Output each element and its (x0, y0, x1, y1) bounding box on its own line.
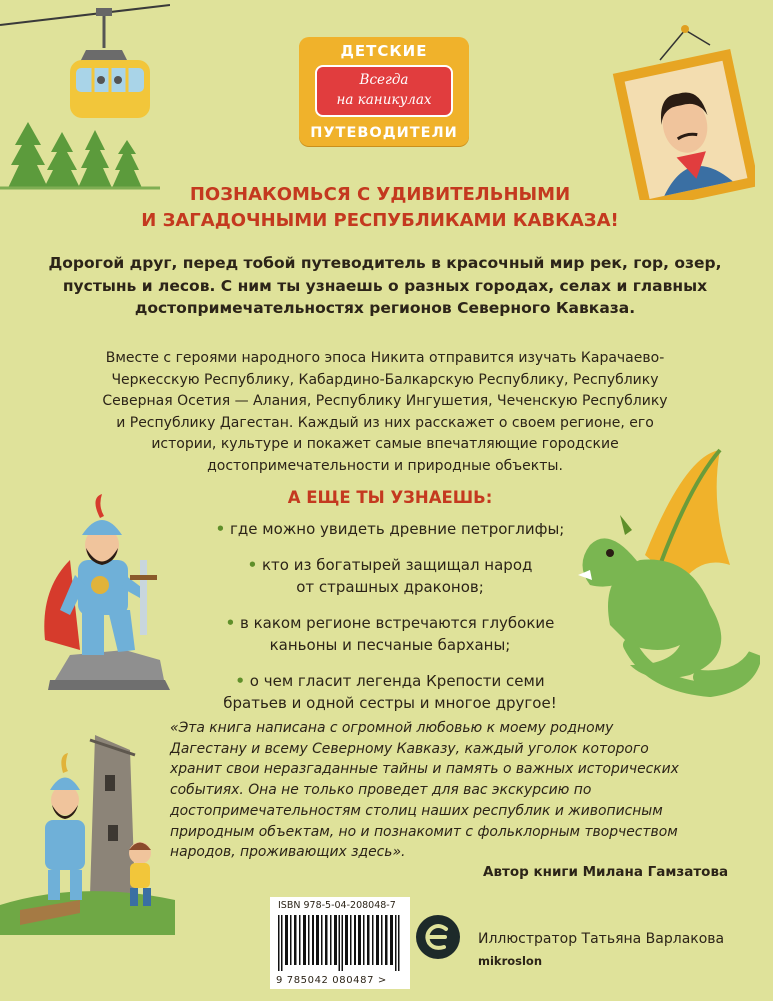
bullet-mark: • (247, 556, 258, 574)
barcode-number: 9 785042 080487 > (276, 975, 387, 986)
bullet-line (180, 670, 600, 692)
intro-line: Дорогой друг, перед тобой путеводитель в красочный мир рек, гор, озер, (48, 254, 722, 272)
series-logo-bottom: ПУТЕВОДИТЕЛИ (310, 125, 458, 141)
series-logo-plate-line1: Всегда (359, 72, 409, 88)
bullet-text: кто из богатырей защищал народ (262, 556, 533, 574)
description-line: Черкесскую Республику, Кабардино-Балкарскую Республику, Республику (111, 371, 659, 388)
intro-line: пустынь и лесов. С ним ты узнаешь о разных городах, селах и главных (62, 276, 708, 295)
intro-paragraph (40, 252, 730, 320)
description-line: достопримечательности и природные объекты. (207, 457, 563, 474)
quote-line: достопримечательностям столиц наших республик и живописным (170, 802, 663, 819)
barcode-bars (278, 915, 402, 971)
main-heading-line1: ПОЗНАКОМЬСЯ С УДИВИТЕЛЬНЫМИ (189, 184, 571, 205)
author-credit: Автор книги Милана Гамзатова (483, 864, 729, 880)
publisher-logo (416, 915, 460, 959)
bullet-text: где можно увидеть древние петроглифы; (230, 520, 565, 538)
description-line: Вместе с героями народного эпоса Никита отправится изучать Карачаево- (105, 350, 665, 366)
quote-line: хранит свои неразгаданные тайны и память о важных исторических (170, 761, 679, 778)
bullet-line (180, 612, 600, 634)
imprint-name: mikroslon (478, 954, 543, 968)
intro-line: достопримечательностях регионов Северного Кавказа. (134, 299, 636, 317)
main-heading (100, 182, 660, 234)
subheading: А ЕЩЕ ТЫ УЗНАЕШЬ: (287, 488, 493, 507)
publisher-logo-icon (416, 915, 460, 959)
bullet-text: братьев и одной сестры и многое другое! (223, 694, 557, 712)
quote-line: природным объектам, но и познакомит с фольклорным творчеством (170, 823, 678, 840)
bullet-item (180, 670, 600, 714)
bullet-item (180, 518, 600, 540)
quote-line: событиях. Она не только проведет для вас экскурсию по (170, 782, 592, 799)
quote-line: Дагестану и всему Северному Кавказу, каждый уголок которого (170, 740, 649, 757)
series-logo-plate (315, 65, 453, 117)
description-line: Северная Осетия — Алания, Республику Ингушетия, Чеченскую Республику (102, 393, 668, 409)
bullet-line (180, 554, 600, 576)
isbn-text: ISBN 978-5-04-208048-7 (278, 900, 396, 911)
bullet-text: в каком регионе встречаются глубокие (239, 614, 555, 632)
series-logo-top: ДЕТСКИЕ (340, 42, 428, 60)
bullet-mark: • (235, 672, 246, 690)
bullet-line (180, 518, 600, 540)
bullet-list (180, 518, 600, 728)
author-quote (170, 718, 730, 863)
bullet-text: каньоны и песчаные барханы; (269, 636, 511, 654)
bullet-mark: • (215, 520, 226, 538)
tower-illustration (0, 735, 175, 935)
bullet-mark: • (225, 614, 236, 632)
quote-line: «Эта книга написана с огромной любовью к моему родному (170, 720, 614, 736)
bullet-text: о чем гласит легенда Крепости семи (249, 672, 545, 690)
barcode (270, 897, 410, 989)
portrait-illustration (605, 15, 755, 200)
main-heading-line2: И ЗАГАДОЧНЫМИ РЕСПУБЛИКАМИ КАВКАЗА! (141, 210, 619, 231)
quote-line: народов, проживающих здесь». (170, 844, 406, 861)
description-line: и Республику Дагестан. Каждый из них расскажет о своем регионе, его (116, 414, 654, 431)
series-logo-plate-line2: на каникулах (336, 92, 432, 108)
illustrator-credit: Иллюстратор Татьяна Варлакова (478, 931, 725, 947)
bullet-text: от страшных драконов; (296, 578, 484, 596)
cable-car-illustration (0, 0, 170, 200)
bullet-item (180, 554, 600, 598)
series-logo (299, 37, 469, 146)
bullet-item (180, 612, 600, 656)
description-line: истории, культуре и покажет самые впечатляющие городские (151, 436, 619, 452)
knight-illustration (30, 490, 175, 695)
